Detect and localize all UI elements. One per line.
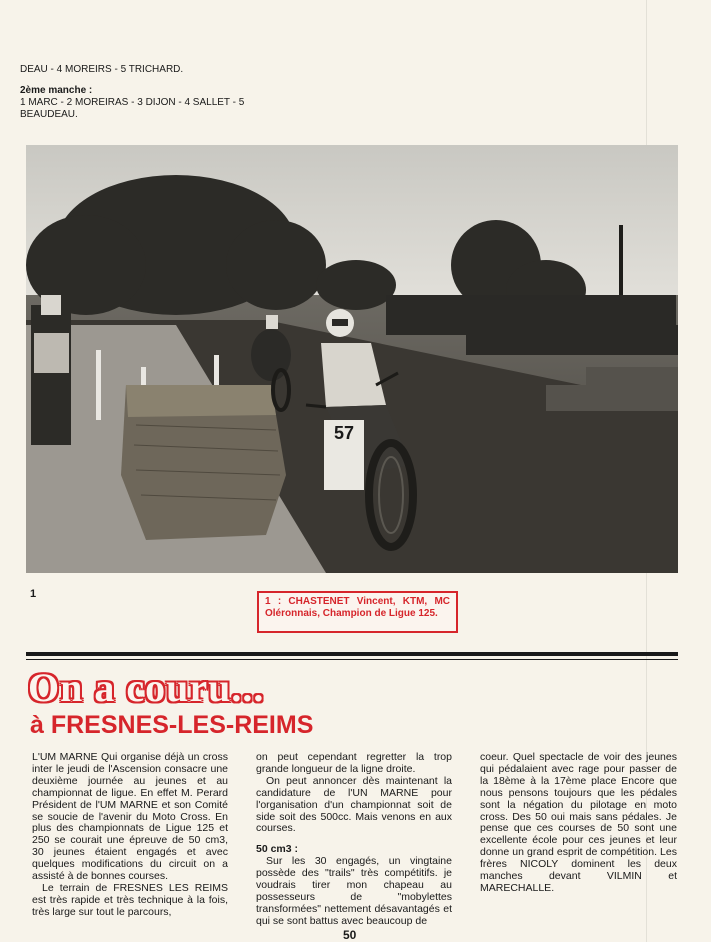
paragraph: Le terrain de FRESNES LES REIMS est très rapide et très technique à la fois, très large sur tout le parcours, [32, 881, 228, 918]
paragraph: coeur. Quel spectacle de voir des jeunes qui pédalaient avec rage pour passer de la 18ème à la 17ème place Encore que nous pensons toujours que les pédales sont la négation du pilotage en moto cross. Des 50 oui mais sans pédales. Je pense que ces courses de 50 sont une excellente école pour ces jeunes et leur donne un grand esprit de compétition. Les frères NICOLY dominent les deux manches devant VILMIN et MARECHALLE. [480, 751, 677, 894]
photo-caption: 1 : CHASTENET Vincent, KTM, MC Oléronnais, Champion de Ligue 125. [257, 591, 458, 633]
race-results [20, 64, 260, 130]
section-subheading: 50 cm3 : [256, 843, 299, 856]
paragraph: Sur les 30 engagés, un vingtaine possède des "trails" très compétitifs. je voudrais tirer mon chapeau au possesseurs de "mobylettes transformées" nettement désavantagés et qui se sont battus avec beaucoup de [256, 855, 452, 927]
figure-number: 1 [30, 588, 37, 600]
rider-number-plate [334, 423, 354, 443]
results-line-1: DEAU - 4 MOREIRS - 5 TRICHARD. [20, 64, 184, 75]
article-column-2 [256, 752, 452, 928]
section-rule-thin [26, 659, 678, 660]
article-subheadline: à FRESNES-LES-REIMS [30, 711, 314, 739]
article-headline: On a couru... [28, 665, 265, 710]
results-heat-2-label: 2ème manche : [20, 85, 93, 96]
article-column-1 [32, 752, 228, 919]
rider-number: 57 [333, 423, 355, 443]
results-heat-2: 1 MARC - 2 MOREIRAS - 3 DIJON - 4 SALLET - 5 BEAUDEAU. [20, 97, 245, 120]
motocross-photo [26, 145, 678, 573]
page-number: 50 [343, 928, 357, 942]
article-column-3 [480, 752, 677, 895]
paragraph: on peut cependant regretter la trop grande longueur de la ligne droite. [256, 751, 452, 775]
motocross-photo-illustration [26, 145, 678, 573]
section-rule-thick [26, 652, 678, 656]
paragraph: L'UM MARNE Qui organise déjà un cross inter le jeudi de l'Ascension consacre une deuxième journée au jeunes et au championnat de ligue. En effet M. Perard Président de l'UM MARNE et son Comité se soucie de l'avenir du Moto Cross. En plus des championnats de Ligue 125 et 250 se courait une épreuve de 50 cm3, 30 jeunes étaient engagés et avec quelques modifications du circuit on a assisté à de bonnes courses. [32, 751, 228, 883]
paragraph: On peut annoncer dès maintenant la candidature de l'UN MARNE pour l'organisation d'un championnat soit de side soit des 500cc. Mais venons en aux courses. [256, 774, 452, 835]
